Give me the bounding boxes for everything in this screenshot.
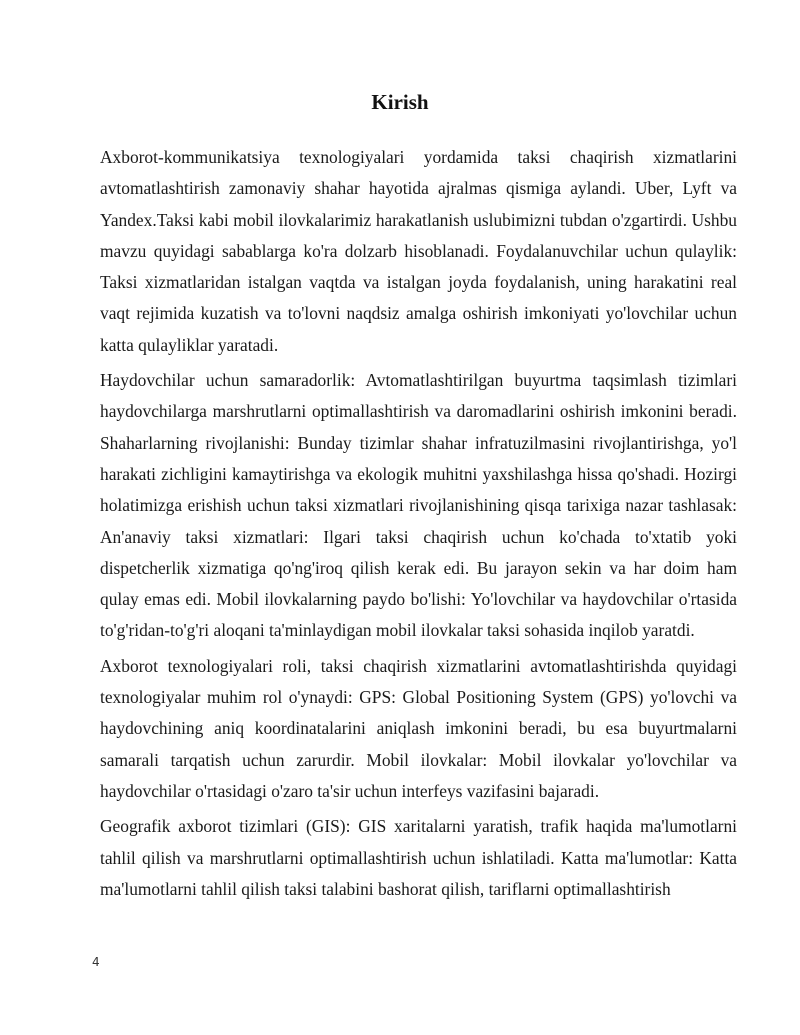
page-number: 4 xyxy=(92,955,100,969)
paragraph-1: Axborot-kommunikatsiya texnologiyalari yordamida taksi chaqirish xizmatlarini avtomatlashtirish zamonaviy shahar hayotida ajralmas qismiga aylandi. Uber, Lyft va Yandex.Taksi kabi mobil ilovkalarimiz harakatlanish uslubimizni tubdan o'zgartirdi. Ushbu mavzu quyidagi sabablarga ko'ra dolzarb hisoblanadi. Foydalanuvchilar uchun qulaylik: Taksi xizmatlaridan istalgan vaqtda va istalgan joyda foydalanish, uning harakatini real vaqt rejimida kuzatish va to'lovni naqdsiz amalga oshirish imkoniyati yo'lovchilar uchun katta qulayliklar yaratadi. xyxy=(100,147,737,355)
paragraph-2: Haydovchilar uchun samaradorlik: Avtomatlashtirilgan buyurtma taqsimlash tizimlari haydovchilarga marshrutlarni optimallashtirish va daromadlarini oshirish imkonini beradi. Shaharlarning rivojlanishi: Bunday tizimlar shahar infratuzilmasini rivojlantirishga, yo'l harakati zichligini kamaytirishga va ekologik muhitni yaxshilashga hissa qo'shadi. Hozirgi holatimizga erishish uchun taksi xizmatlari rivojlanishining qisqa tarixiga nazar tashlasak: An'anaviy taksi xizmatlari: Ilgari taksi chaqirish uchun ko'chada to'xtatib yoki dispetcherlik xizmatiga qo'ng'iroq qilish kerak edi. Bu jarayon sekin va har doim ham qulay emas edi. Mobil ilovkalarning paydo bo'lishi: Yo'lovchilar va haydovchilar o'rtasida to'g'ridan-to'g'ri aloqani ta'minlaydigan mobil ilovkalar taksi sohasida inqilob yaratdi. xyxy=(100,370,737,641)
paragraph-4: Geografik axborot tizimlari (GIS): GIS xaritalarni yaratish, trafik haqida ma'lumotlarni tahlil qilish va marshrutlarni optimallashtirish uchun ishlatiladi. Katta ma'lumotlar: Katta ma'lumotlarni tahlil qilish taksi talabini bashorat qilish, tariflarni optimallashtirish xyxy=(100,816,737,899)
page-title: Kirish xyxy=(371,90,429,114)
paragraph-3: Axborot texnologiyalari roli, taksi chaqirish xizmatlarini avtomatlashtirishda quyidagi texnologiyalar muhim rol o'ynaydi: GPS: Global Positioning System (GPS) yo'lovchi va haydovchining aniq koordinatalarini aniqlash imkonini beradi, bu esa buyurtmalarni samarali tarqatish uchun zarurdir. Mobil ilovkalar: Mobil ilovkalar yo'lovchilar va haydovchilar o'rtasidagi o'zaro ta'sir uchun interfeys vazifasini bajaradi. xyxy=(100,655,737,801)
document-body xyxy=(100,142,737,909)
